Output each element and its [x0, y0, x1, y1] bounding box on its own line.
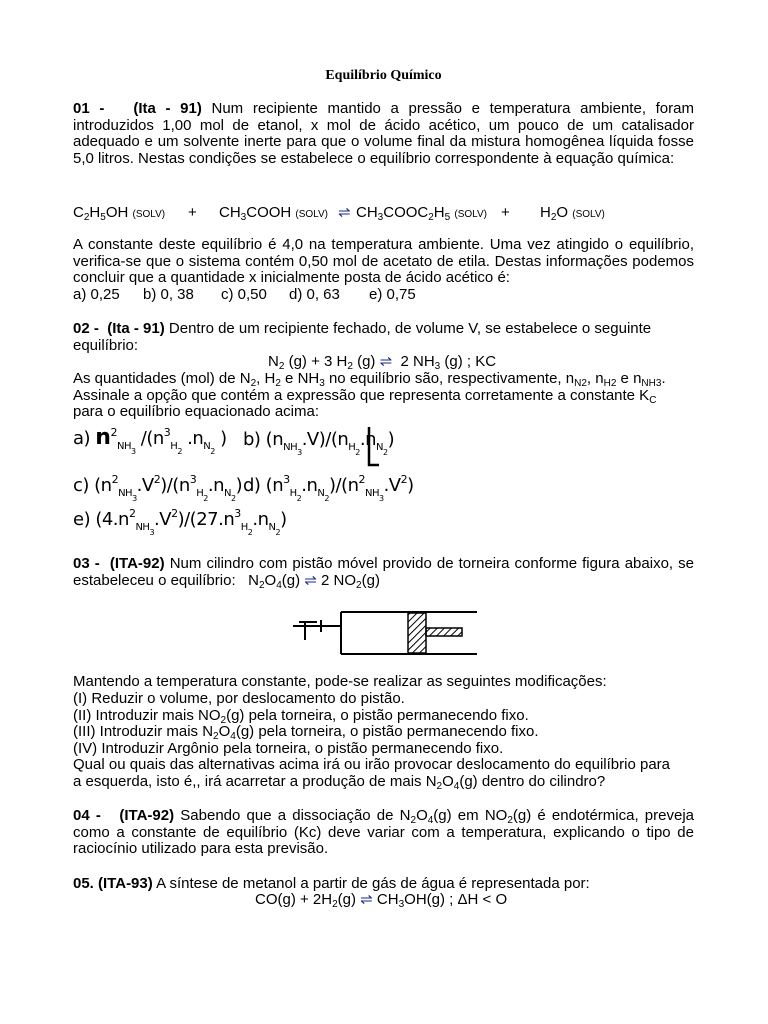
- q1-option-c: c) 0,50: [221, 286, 267, 303]
- cylinder-piston-figure: [291, 604, 481, 662]
- q1-source: (Ita - 91): [133, 100, 202, 117]
- q1-number: 01 -: [73, 100, 105, 117]
- q5-body: A síntese de metanol a partir de gás de água é representada por:: [156, 875, 590, 892]
- q1-eq-water: $H_2O$ (SOLV): [540, 204, 605, 223]
- q3-body-3: Qual ou quais das alternativas acima irá ou irão provocar deslocamento do equilíbrio para a esquerda, isto é,, irá acarretar a produção de mais $N_2O_4(g)$ dentro do cilindro?: [73, 756, 671, 792]
- q5-equation: $CO(g) + 2H_2(g)$ ⇌ $CH_3OH(g)$ ; ΔH < O: [255, 891, 508, 910]
- q1-option-d: d) 0, 63: [289, 286, 340, 303]
- q1-body: Num recipiente mantido a pressão e temperatura ambiente, foram introduzidos 1,00 mol de etanol, x mol de ácido acético, um pouco de um catalisador adequado e um solvente inerte para que o volume final da mistura homogênea líquida fosse 5,0 litros. Nestas condições se estabelece o equilíbrio correspondente à equação química:: [73, 100, 694, 167]
- q1-eq-arrow: ⇌: [338, 204, 351, 221]
- q1-eq-ethyl-acetate: $CH_3COOC_2H_5$ (SOLV): [356, 204, 487, 223]
- q2-option-a: a) $n^2_{NH_3}$ $/(n^3_{H_2}$ $.n_{N_2}$ ): [73, 425, 227, 456]
- q2-body: Dentro de um recipiente fechado, de volume V, se estabelece o seguinte equilíbrio:: [73, 320, 652, 354]
- q3-item-3: (III) Introduzir mais $N_2O_4(g)$ pela torneira, o pistão permanecendo fixo.: [73, 723, 539, 742]
- q2-source: (Ita - 91): [107, 320, 165, 337]
- q4-source: (ITA-92): [119, 807, 175, 824]
- q1-eq-plus-2: +: [501, 204, 510, 221]
- q2-option-c: c) $(n^2_{NH_3}.V^2)/(n^3_{H_2}.n_{N_2})$: [73, 473, 243, 503]
- bracket-mark: [363, 425, 383, 470]
- q5-number: 05. (ITA-93): [73, 875, 153, 892]
- q2-option-d: d) $(n^3_{H_2}.n_{N_2})/(n^2_{NH_3}.V^2)$: [243, 473, 414, 503]
- q2-option-b: b) $(n_{NH_3}.V)/(n_{H_2}.n_{N_2})$: [243, 429, 395, 457]
- q2-number: 02 -: [73, 320, 99, 337]
- q3-source: (ITA-92): [109, 555, 165, 572]
- question-3-text: [73, 556, 694, 589]
- q3-item-4: (IV) Introduzir Argônio pela torneira, o pistão permanecendo fixo.: [73, 740, 504, 757]
- page-title: Equilíbrio Químico: [325, 68, 442, 83]
- question-2-text: [73, 321, 694, 354]
- q1-eq-plus-1: +: [188, 204, 197, 221]
- q2-body-2: As quantidades (mol) de $N_2$, $H_2$ e $NH_3$ no equilíbrio são, respectivamente, $n_{N2}$, $n_{H2}$ e $n_{NH3}$. Assinale a opção que contém a expressão que representa corretamente a constante $K_C$ para o equilíbrio equacionado acima:: [73, 370, 666, 421]
- q2-option-e: e) $(4.n^2_{NH_3}.V^2)/(27.n^3_{H_2}.n_{N_2})$: [73, 507, 287, 537]
- q1-option-b: b) 0, 38: [143, 286, 194, 303]
- q1-eq-acetic-acid: $CH_3COOH$ (SOLV): [219, 204, 329, 223]
- q1-option-a: a) 0,25: [73, 286, 120, 303]
- q1-body-2: A constante deste equilíbrio é 4,0 na temperatura ambiente. Uma vez atingido o equilíbrio, verifica-se que o sistema contém 0,50 mol de acetato de etila. Destas informações podemos concluir que a quantidade x inicialmente posta de ácido acético é:: [73, 236, 694, 287]
- q3-item-2: (II) Introduzir mais $NO_2(g)$ pela torneira, o pistão permanecendo fixo.: [73, 707, 529, 726]
- q3-body: Num cilindro com pistão móvel provido de torneira conforme figura abaixo, se estabeleceu o equilíbrio:: [73, 555, 694, 589]
- q3-equation: $N_2O_4(g)$ ⇌ 2 $NO_2(g)$: [248, 571, 380, 591]
- q3-body-2: Mantendo a temperatura constante, pode-se realizar as seguintes modificações:: [73, 673, 607, 690]
- q3-number: 03 -: [73, 555, 100, 572]
- q2-equation: $N_2$ (g) + 3 $H_2$ (g) ⇌ 2 $NH_3$ (g) ; KC: [268, 353, 497, 372]
- q1-option-e: e) 0,75: [369, 286, 416, 303]
- q1-eq-ethanol: $C_2H_5OH$ (SOLV): [73, 204, 166, 223]
- question-1-text: [73, 101, 694, 167]
- q3-item-1: (I) Reduzir o volume, por deslocamento do pistão.: [73, 690, 405, 707]
- q4-number: 04 -: [73, 807, 101, 824]
- question-4-text: 04 - (ITA-92) Sabendo que a dissociação de $N_2O_4(g)$ em $NO_2(g)$ é endotérmica, preveja como a constante de equilíbrio (Kc) deve variar com a temperatura, explicando o tipo de raciocínio utilizado para esta previsão.: [73, 807, 694, 858]
